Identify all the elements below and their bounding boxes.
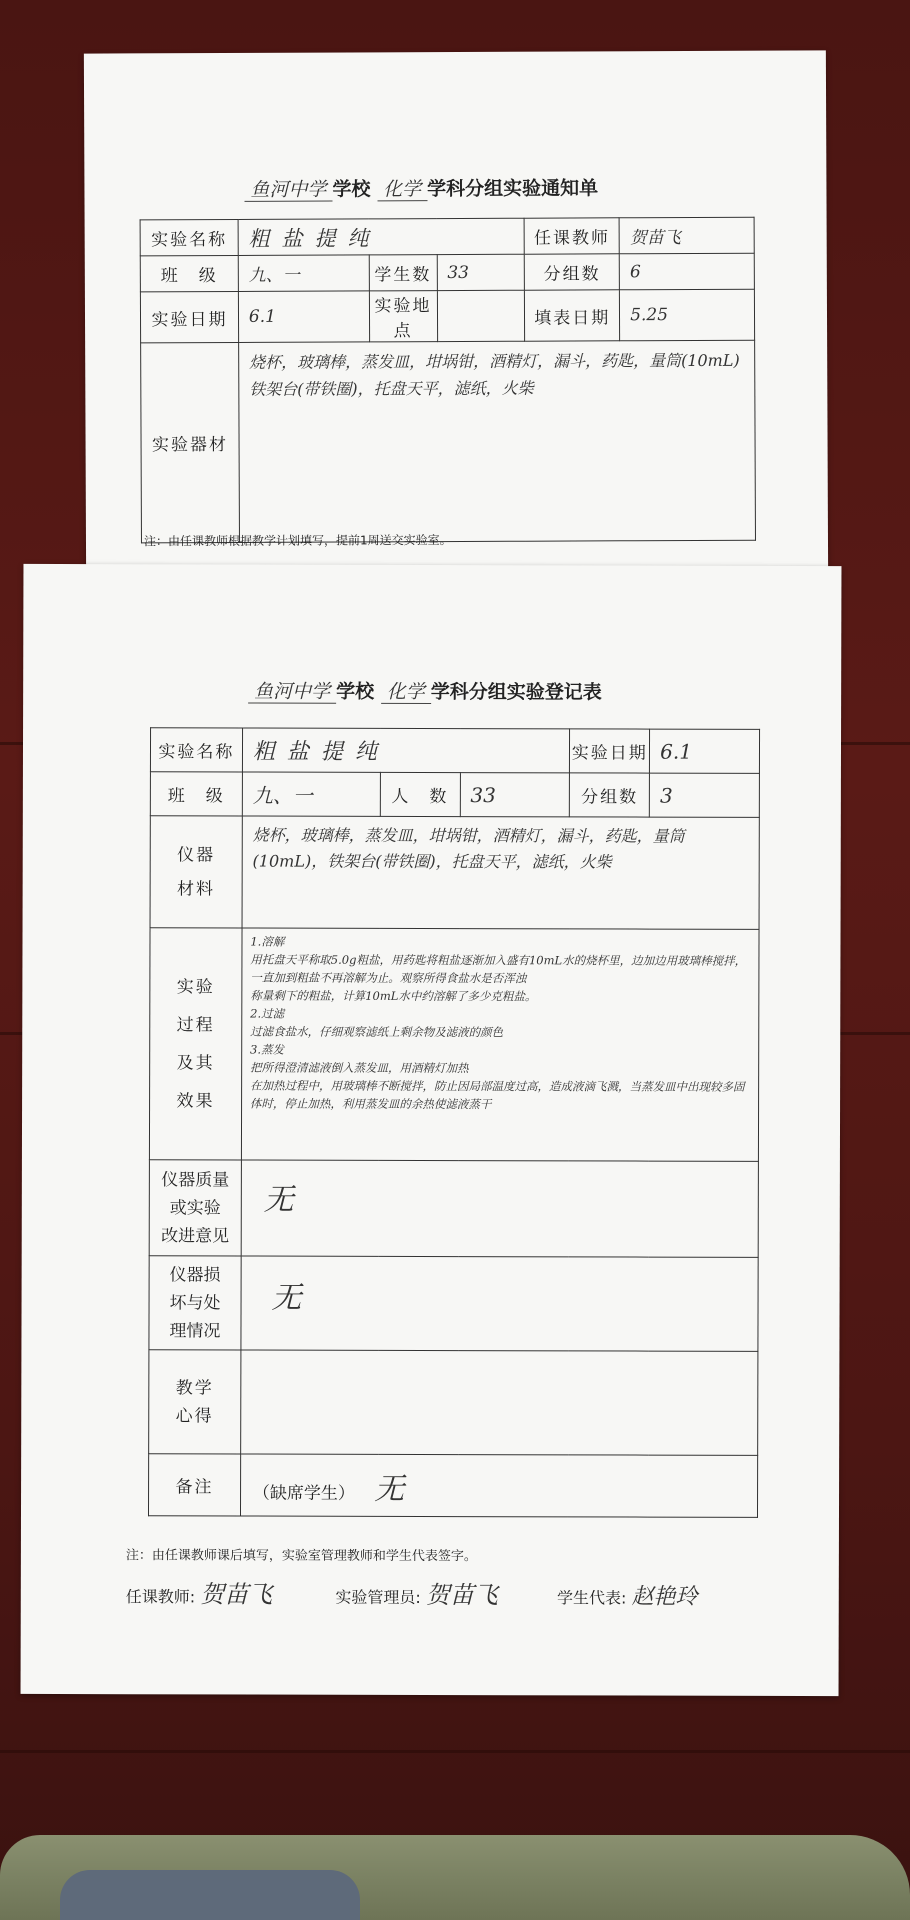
notice-class-label: 班 级 xyxy=(140,255,238,291)
register-damage-label-3: 理情况 xyxy=(169,1320,221,1341)
notice-exp-name-value: 粗盐提纯 xyxy=(238,218,525,255)
register-damage-value: 无 xyxy=(241,1256,758,1351)
notice-title-mid: 学校 xyxy=(332,178,371,201)
register-quality-label-2: 或实验 xyxy=(169,1197,221,1218)
register-class-label: 班 级 xyxy=(150,772,242,816)
cloth-fold xyxy=(60,1870,360,1920)
process-line: 在加热过程中，用玻璃棒不断搅拌，防止因局部温度过高，造成液滴飞溅，当蒸发皿中出现较多固体时，停止加热，利用蒸发皿的余热使滤液蒸干 xyxy=(249,1078,745,1112)
register-teaching-label-1: 教学 xyxy=(175,1377,214,1398)
register-school: 鱼河中学 xyxy=(248,681,336,704)
notice-teacher-label: 任课教师 xyxy=(524,218,619,254)
register-remarks-absent: （缺席学生） xyxy=(252,1483,355,1504)
notice-fill-date-label: 填表日期 xyxy=(525,290,620,341)
notice-title xyxy=(244,173,598,202)
register-quality-label-3: 改进意见 xyxy=(161,1225,230,1246)
register-process-label-1: 实验 xyxy=(176,976,215,997)
notice-date-value: 6.1 xyxy=(238,291,369,343)
process-line: 称量剩下的粗盐，计算10mL水中约溶解了多少克粗盐。 xyxy=(250,988,537,1004)
process-line: 2.过滤 xyxy=(250,1006,285,1021)
register-remarks-value: 无 xyxy=(374,1471,405,1507)
admin-signature-label: 实验管理员: xyxy=(335,1587,421,1607)
register-groups-label: 分组数 xyxy=(570,773,650,817)
notice-footnote: 注：由任课教师根据教学计划填写，提前1周送交实验室。 xyxy=(143,533,452,549)
notice-groups-value: 6 xyxy=(619,253,754,290)
register-teaching-label-2: 心得 xyxy=(175,1405,214,1426)
notice-fill-date-value: 5.25 xyxy=(620,289,755,341)
notice-title-end: 学科分组实验通知单 xyxy=(427,177,599,201)
register-process-label-3: 及其 xyxy=(176,1052,215,1073)
register-remarks-cell xyxy=(240,1454,757,1517)
notice-place-label: 实验地点 xyxy=(369,291,437,342)
register-title-end: 学科分组实验登记表 xyxy=(430,680,602,704)
register-subject: 化学 xyxy=(381,681,431,704)
register-table xyxy=(148,727,760,1518)
register-exp-name-value: 粗盐提纯 xyxy=(242,728,570,773)
notice-sheet xyxy=(84,50,828,578)
register-sheet xyxy=(21,564,842,1696)
register-groups-value: 3 xyxy=(649,773,759,817)
notice-place-value xyxy=(437,290,525,341)
teacher-signature-label: 任课教师: xyxy=(125,1587,196,1607)
register-people-value: 33 xyxy=(460,773,570,817)
table-plank-line xyxy=(0,1750,910,1753)
process-line: 过滤食盐水，仔细观察滤纸上剩余物及滤液的颜色 xyxy=(250,1024,504,1040)
register-process-value xyxy=(241,928,759,1161)
register-footnote: 注：由任课教师课后填写，实验室管理教师和学生代表签字。 xyxy=(125,1548,477,1565)
register-instruments-label xyxy=(150,816,242,928)
register-people-label: 人 数 xyxy=(380,772,460,816)
process-line: 1.溶解 xyxy=(250,934,285,949)
notice-equipment-label: 实验器材 xyxy=(141,342,240,542)
notice-table xyxy=(140,217,756,544)
notice-subject: 化学 xyxy=(377,178,427,201)
student-signature: 赵艳玲 xyxy=(631,1584,698,1610)
notice-students-label: 学生数 xyxy=(369,255,437,291)
register-quality-label-1: 仪器质量 xyxy=(161,1169,230,1190)
register-teaching-label xyxy=(149,1350,241,1454)
notice-groups-label: 分组数 xyxy=(525,254,620,290)
notice-school: 鱼河中学 xyxy=(244,179,332,202)
notice-class-value: 九、一 xyxy=(238,255,369,292)
register-exp-date-value: 6.1 xyxy=(650,729,760,773)
register-signatures xyxy=(126,1574,698,1610)
register-instruments-label-1: 仪器 xyxy=(177,844,216,865)
register-instruments-label-2: 材料 xyxy=(177,878,216,899)
student-signature-label: 学生代表: xyxy=(556,1588,627,1608)
process-line: 用托盘天平称取5.0g粗盐，用药匙将粗盐逐渐加入盛有10mL水的烧杯里，边加边用玻璃棒搅拌，一直加到粗盐不再溶解为止。观察所得食盐水是否浑浊 xyxy=(250,952,747,986)
register-teaching-value xyxy=(241,1350,758,1455)
register-damage-label-1: 仪器损 xyxy=(169,1264,221,1285)
notice-equipment-value: 烧杯，玻璃棒，蒸发皿，坩埚钳，酒精灯，漏斗，药匙，量筒(10mL)铁架台(带铁圈)，托盘天平，滤纸，火柴 xyxy=(238,340,755,542)
process-line: 3.蒸发 xyxy=(250,1042,285,1057)
notice-exp-name-label: 实验名称 xyxy=(140,219,238,255)
register-instruments-value: 烧杯，玻璃棒，蒸发皿，坩埚钳，酒精灯，漏斗，药匙，量筒(10mL)，铁架台(带铁圈)，托盘天平，滤纸，火柴 xyxy=(242,816,759,929)
register-process-label xyxy=(149,928,241,1160)
register-damage-label xyxy=(149,1256,241,1350)
register-title-mid: 学校 xyxy=(336,680,375,703)
teacher-signature: 贺苗飞 xyxy=(200,1580,273,1609)
register-exp-date-label: 实验日期 xyxy=(570,729,650,773)
register-remarks-label: 备注 xyxy=(148,1454,240,1516)
register-quality-label xyxy=(149,1160,241,1256)
register-quality-value: 无 xyxy=(241,1160,758,1257)
register-exp-name-label: 实验名称 xyxy=(150,728,242,772)
register-process-label-4: 效果 xyxy=(176,1090,215,1111)
register-process-label-2: 过程 xyxy=(176,1014,215,1035)
process-line: 把所得澄清滤液倒入蒸发皿，用酒精灯加热 xyxy=(250,1060,469,1076)
notice-date-label: 实验日期 xyxy=(140,291,238,342)
register-title xyxy=(248,677,602,705)
notice-students-value: 33 xyxy=(437,254,525,290)
register-damage-label-2: 坏与处 xyxy=(169,1292,221,1313)
admin-signature: 贺苗飞 xyxy=(425,1580,498,1610)
register-class-value: 九、一 xyxy=(242,772,380,816)
notice-teacher-value: 贺苗飞 xyxy=(619,217,754,254)
